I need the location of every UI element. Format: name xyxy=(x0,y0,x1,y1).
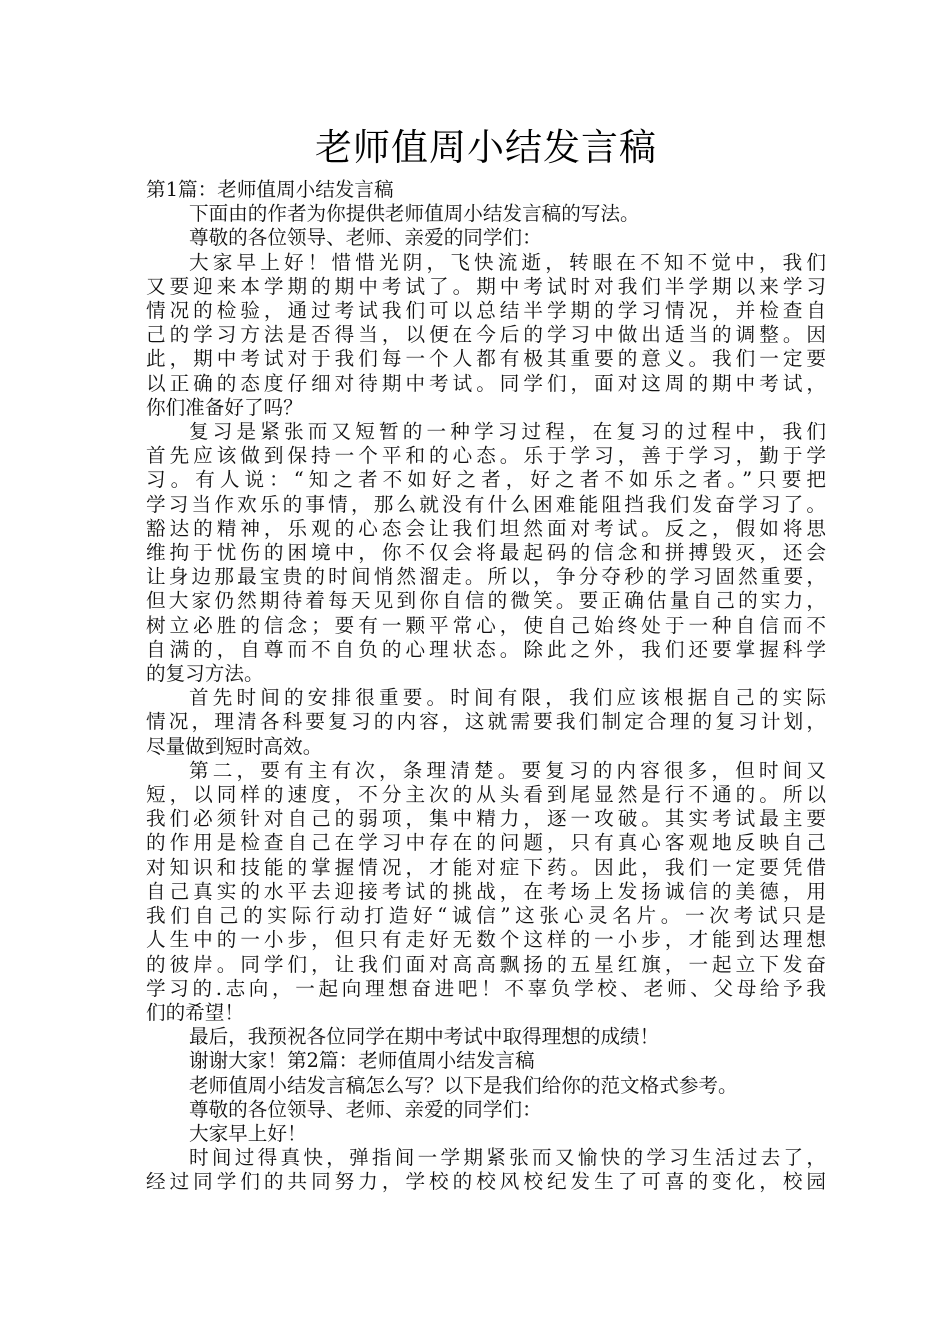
text-line: 学习当作欢乐的事情，那么就没有什么困难能阻挡我们发奋学习了。 xyxy=(146,492,826,516)
text-line: 对知识和技能的掌握情况，才能对症下药。因此，我们一定要凭借 xyxy=(146,855,826,879)
text-line: 尽量做到短时高效。 xyxy=(146,734,323,758)
text-line: 己的学习方法是否得当，以便在今后的学习中做出适当的调整。因 xyxy=(146,323,826,347)
text-line: 学习的.志向，一起向理想奋进吧！不辜负学校、老师、父母给予我 xyxy=(146,976,826,1000)
text-line: 人生中的一小步，但只有走好无数个这样的一小步，才能到达理想 xyxy=(146,928,826,952)
text-line: 情况的检验，通过考试我们可以总结半学期的学习情况，并检查自 xyxy=(146,299,826,323)
text-line: 短，以同样的速度，不分主次的从头看到尾显然是行不通的。所以 xyxy=(146,783,826,807)
text-line: 第二，要有主有次，条理清楚。要复习的内容很多，但时间又 xyxy=(189,758,826,782)
text-line: 豁达的精神，乐观的心态会让我们坦然面对考试。反之，假如将思 xyxy=(146,516,826,540)
text-line: 又要迎来本学期的期中考试了。期中考试时对我们半学期以来学习 xyxy=(146,274,826,298)
text-line: 大家早上好！ xyxy=(189,1121,307,1145)
document-page xyxy=(146,122,826,1195)
text-line: 老师值周小结发言稿怎么写？以下是我们给你的范文格式参考。 xyxy=(189,1073,738,1097)
text-line: 习。有人说：“知之者不如好之者，好之者不如乐之者。”只要把 xyxy=(146,468,826,492)
text-line: 下面由的作者为你提供老师值周小结发言稿的写法。 xyxy=(189,202,640,226)
text-line: 维拘于忧伤的困境中，你不仅会将最起码的信念和拼搏毁灭，还会 xyxy=(146,541,826,565)
text-line: 谢谢大家！第2篇：老师值周小结发言稿 xyxy=(189,1049,535,1073)
text-line: 尊敬的各位领导、老师、亲爱的同学们： xyxy=(189,226,542,250)
text-line: 你们准备好了吗？ xyxy=(146,395,303,419)
text-line: 我们自己的实际行动打造好“诚信”这张心灵名片。一次考试只是 xyxy=(146,904,826,928)
text-line: 时间过得真快，弹指间一学期紧张而又愉快的学习生活过去了， xyxy=(189,1146,826,1170)
text-line: 首先应该做到保持一个平和的心态。乐于学习，善于学习，勤于学 xyxy=(146,444,826,468)
text-line: 树立必胜的信念；要有一颗平常心，使自己始终处于一种自信而不 xyxy=(146,613,826,637)
text-line: 自满的，自尊而不自负的心理状态。除此之外，我们还要掌握科学 xyxy=(146,637,826,661)
text-line: 情况，理清各科要复习的内容，这就需要我们制定合理的复习计划， xyxy=(146,710,826,734)
text-line: 经过同学们的共同努力，学校的校风校纪发生了可喜的变化，校园 xyxy=(146,1170,826,1194)
text-line: 复习是紧张而又短暂的一种学习过程，在复习的过程中，我们 xyxy=(189,420,826,444)
text-line: 最后，我预祝各位同学在期中考试中取得理想的成绩！ xyxy=(189,1025,660,1049)
text-line: 但大家仍然期待着每天见到你自信的微笑。要正确估量自己的实力， xyxy=(146,589,826,613)
text-line: 的复习方法。 xyxy=(146,662,264,686)
document-body xyxy=(146,178,826,1195)
text-line: 的作用是检查自己在学习中存在的问题，只有真心客观地反映自己 xyxy=(146,831,826,855)
text-line: 让身边那最宝贵的时间悄然溜走。所以，争分夺秒的学习固然重要， xyxy=(146,565,826,589)
text-line: 尊敬的各位领导、老师、亲爱的同学们： xyxy=(189,1097,542,1121)
document-title: 老师值周小结发言稿 xyxy=(315,126,657,169)
text-line: 我们必须针对自己的弱项，集中精力，逐一攻破。其实考试最主要 xyxy=(146,807,826,831)
text-line: 大家早上好！惜惜光阴，飞快流逝，转眼在不知不觉中，我们 xyxy=(189,250,826,274)
text-line: 的彼岸。同学们，让我们面对高高飘扬的五星红旗，一起立下发奋 xyxy=(146,952,826,976)
text-line: 第1篇：老师值周小结发言稿 xyxy=(146,178,394,201)
text-line: 以正确的态度仔细对待期中考试。同学们，面对这周的期中考试， xyxy=(146,371,826,395)
text-line: 此，期中考试对于我们每一个人都有极其重要的意义。我们一定要 xyxy=(146,347,826,371)
text-line: 首先时间的安排很重要。时间有限，我们应该根据自己的实际 xyxy=(189,686,826,710)
text-line: 自己真实的水平去迎接考试的挑战，在考场上发扬诚信的美德，用 xyxy=(146,879,826,903)
text-line: 们的希望！ xyxy=(146,1000,244,1024)
